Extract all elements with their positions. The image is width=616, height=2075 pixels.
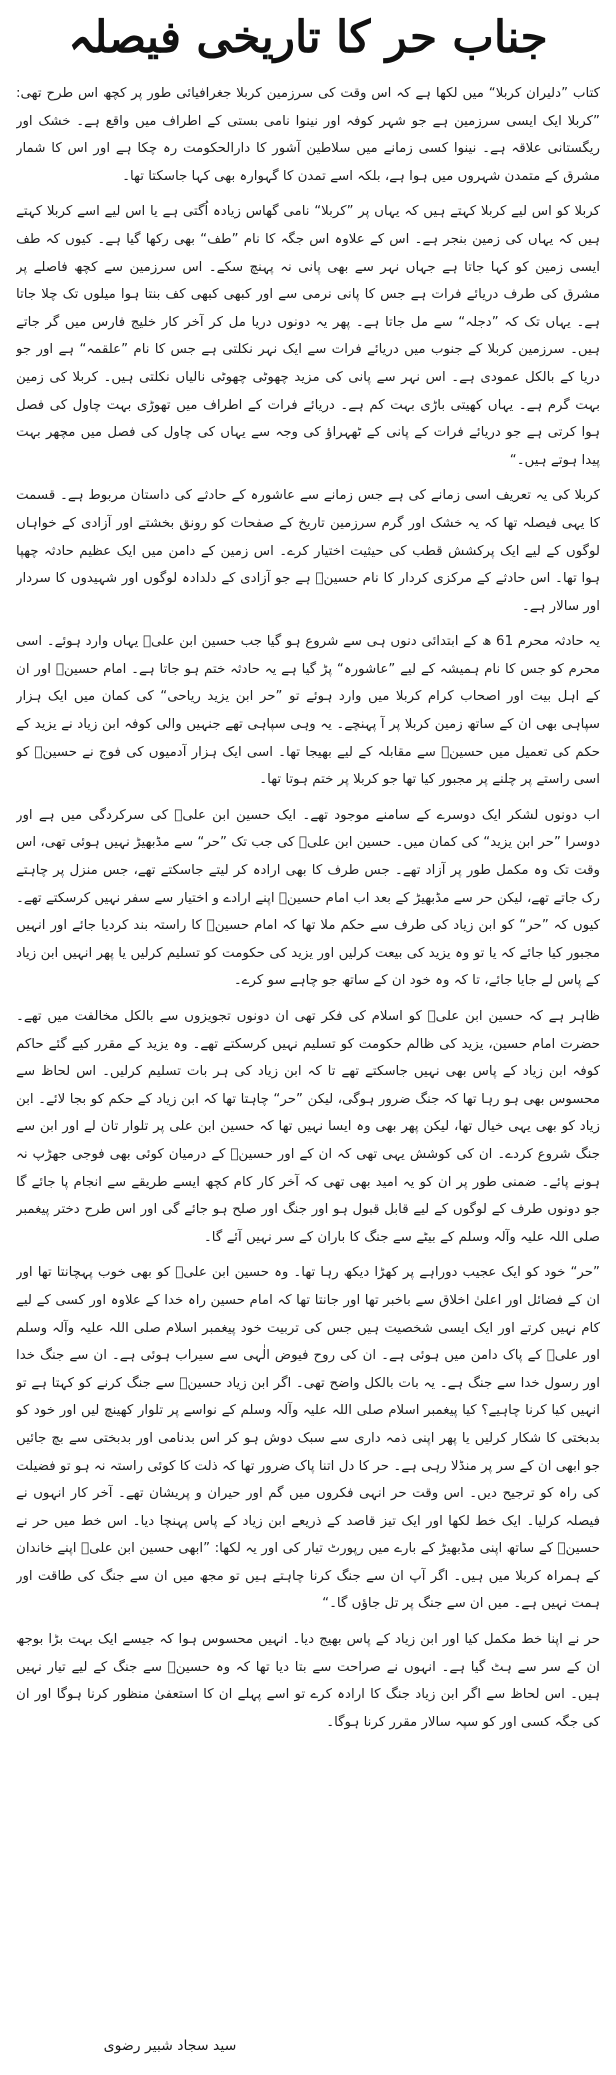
article-paragraph: کربلا کو اس لیے کربلا کہتے ہیں کہ یہاں پر ”کربلا“ نامی گھاس زیادہ اُگتی ہے یا اس لیے اسے کربلا کہتے ہیں کہ یہاں کی زمین بنجر ہے۔ اس کے علاوہ اس جگہ کا نام ”طف“ بھی رکھا گیا ہے۔ کیوں کہ طف ایسی زمین کو کہا جاتا ہے جہاں نہر سے بھی پانی نہ پہنچ سکے۔ اس سرزمین سے کچھ فاصلے پر مشرق کی طرف دریائے فرات ہے جس کا پانی نرمی سے اور کبھی کبھی کف بنتا ہوا میلوں تک چلا جاتا ہے۔ یہاں تک کہ ”دجلہ“ سے مل جاتا ہے۔ پھر یہ دونوں دریا مل کر آخر کار خلیج فارس میں گر جاتے ہیں۔ سرزمین کربلا کے جنوب میں دریائے فرات سے ایک نہر نکلتی ہے جس کا نام ”علقمہ“ ہے اور جو دریا کے بالکل عمودی ہے۔ اس نہر سے پانی کی مزید چھوٹی چھوٹی نالیاں نکلتی ہیں۔ کربلا کی زمین بہت گرم ہے۔ یہاں کھیتی باڑی بہت کم ہے۔ دریائے فرات کے اطراف میں تھوڑی بہت چاول کی فصل ہوا کرتی ہے جو دریائے فرات کے پانی کے ٹھہراؤ کی وجہ سے یہاں کی چاول کی فصل میں مچھر بہت پیدا ہوتے ہیں۔“	[16, 204, 600, 468]
article-paragraph: کربلا کی یہ تعریف اسی زمانے کی ہے جس زمانے سے عاشورہ کے حادثے کی داستان مربوط ہے۔ قسمت کا یہی فیصلہ تھا کہ یہ خشک اور گرم سرزمین تاریخ کے صفحات کو رونق بخشتے اور آزادی کے خواہاں لوگوں کے لیے ایک پرکشش قطب کی حیثیت اختیار کرے۔ اس زمین کے دامن میں ایک عظیم حادثہ چھپا ہوا تھا۔ اس حادثے کے مرکزی کردار کا نام حسینؑ ہے جو آزادی کے دلدادہ لوگوں اور شہیدوں کا سردار اور سالار ہے۔	[16, 488, 600, 614]
author-signature: سید سجاد شبیر رضوی	[103, 2038, 237, 2054]
article-title: جناب حر کا تاریخی فیصلہ	[68, 12, 548, 63]
article-paragraph: یہ حادثہ محرم 61 ھ کے ابتدائی دنوں ہی سے شروع ہو گیا جب حسین ابن علیؑ یہاں وارد ہوئے۔ اسی محرم کو جس کا نام ہمیشہ کے لیے ”عاشورہ“ پڑ گیا ہے یہ حادثہ ختم ہو جاتا ہے۔ امام حسینؑ اور ان کے اہل بیت اور اصحاب کرام کربلا میں وارد ہوئے تو ”حر ابن یزید ریاحی“ کی کمان میں ایک ہزار سپاہی بھی ان کے ساتھ زمین کربلا پر آ پہنچے۔ یہ وہی سپاہی تھے جنہیں والی کوفہ ابن زیاد نے یزید کے حکم کی تعمیل میں حسینؑ سے مقابلہ کے لیے بھیجا تھا۔ اسی ایک ہزار آدمیوں کی فوج نے حسینؑ کو اسی راستے پر چلنے پر مجبور کیا تھا جو کربلا پر ختم ہوتا تھا۔	[16, 634, 600, 788]
article-paragraph: ”حر“ خود کو ایک عجیب دوراہے پر کھڑا دیکھ رہا تھا۔ وہ حسین ابن علیؑ کو بھی خوب پہچانتا تھا اور ان کے فضائل اور اعلیٰ اخلاق سے باخبر تھا اور جانتا تھا کہ امام حسین راہ خدا کے علاوہ اور کسی کے لیے کام نہیں کرتے اور ایک ایسی شخصیت ہیں جس کی تربیت خود پیغمبر اسلام صلی اللہ علیہ وآلہ وسلم اور علیؑ کے پاک دامن میں ہوئی ہے۔ ان کی روح فیوض الٰہی سے سیراب ہوئی ہے۔ ان سے جنگ خدا اور رسول خدا سے جنگ ہے۔ یہ بات بالکل واضح تھی۔ اگر ابن زیاد حسینؑ سے جنگ کرنے کو کہتا ہے تو انہیں کیا کرنا چاہیے؟ کیا پیغمبر اسلام صلی اللہ علیہ وآلہ وسلم کے نواسے پر تلوار کھینچ لیں اور خود کو بدبختی کا شکار کرلیں یا پھر اپنی ذمہ داری سے سبک دوش ہو کر اس بدنامی اور بدبختی سے بچ جائیں جو ابھی ان کے سر پر منڈلا رہی ہے۔ حر کا دل اتنا پاک ضرور تھا کہ ذلت کا کوئی راستہ نہ ہو تو فضیلت کی راہ کو ترجیح دیں۔ اس وقت حر انہی فکروں میں گم اور حیران و پریشان تھے۔ آخر کار انہوں نے فیصلہ کرلیا۔ ایک خط لکھا اور ایک تیز قاصد کے ذریعے ابن زیاد کے پاس پہنچا دیا۔ اس خط میں حر نے حسینؑ کے ساتھ اپنی مڈبھیڑ کے بارے میں رپورٹ تیار کی اور یہ لکھا: ”ابھی حسین ابن علیؑ اپنے خاندان کے ہمراہ کربلا میں ہیں۔ اگر آپ ان سے جنگ کرنا چاہتے ہیں تو مجھ میں ان سے جنگ کی طاقت اور ہمت نہیں ہے۔ میں ان سے جنگ پر تل جاؤں گا۔“	[16, 1265, 600, 1612]
article-paragraph: حر نے اپنا خط مکمل کیا اور ابن زیاد کے پاس بھیج دیا۔ انہیں محسوس ہوا کہ جیسے ایک بہت بڑا بوجھ ان کے سر سے ہٹ گیا ہے۔ انہوں نے صراحت سے بتا دیا تھا کہ وہ حسینؑ سے جنگ کے لیے تیار نہیں ہیں۔ اس لحاظ سے اگر ابن زیاد جنگ کا ارادہ کرے تو اسے پہلے ان کا استعفیٰ منظور کرنا ہوگا اور ان کی جگہ کسی اور کو سپہ سالار مقرر کرنا ہوگا۔	[16, 1632, 600, 1730]
article-body	[16, 80, 600, 1980]
article-paragraph: اب دونوں لشکر ایک دوسرے کے سامنے موجود تھے۔ ایک حسین ابن علیؑ کی سرکردگی میں ہے اور دوسرا ”حر ابن یزید“ کی کمان میں۔ حسین ابن علیؑ کی جب تک ”حر“ سے مڈبھیڑ نہیں ہوئی تھی، اس وقت تک وہ مکمل طور پر آزاد تھے۔ جس طرف کا بھی ارادہ کر لیتے جاسکتے تھے، جس منزل پر چاہتے رک جاتے تھے، لیکن حر سے مڈبھیڑ کے بعد اب امام حسینؑ اپنے ارادے و اختیار سے سفر نہیں کرسکتے تھے۔ کیوں کہ ”حر“ کو ابن زیاد کی طرف سے حکم ملا تھا کہ امام حسینؑ کا راستہ بند کردیا جائے اور انہیں مجبور کیا جائے کہ یا تو وہ یزید کی بیعت کرلیں اور یزید کی حکومت کو تسلیم کرلیں یا پھر انہیں ابن زیاد کے پاس لے جایا جائے، تا کہ وہ خود ان کے ساتھ جو چاہے سو کرے۔	[16, 807, 600, 989]
article-paragraph: کتاب ”دلیران کربلا“ میں لکھا ہے کہ اس وقت کی سرزمین کربلا جغرافیائی طور پر کچھ اس طرح تھی: ”کربلا ایک ایسی سرزمین ہے جو شہر کوفہ اور نینوا نامی بستی کے اطراف میں واقع ہے۔ خشک اور ریگستانی علاقہ ہے۔ نینوا کسی زمانے میں سلاطین آشور کا دارالحکومت رہ چکا ہے اور اس کا شمار مشرق کے متمدن شہروں میں ہوا ہے، بلکہ اسے تمدن کا گہوارہ بھی کہا جاسکتا تھا۔	[16, 86, 600, 184]
article-paragraph: ظاہر ہے کہ حسین ابن علیؑ کو اسلام کی فکر تھی ان دونوں تجویزوں سے بالکل مخالفت میں تھے۔ حضرت امام حسین، یزید کی ظالم حکومت کو تسلیم نہیں کرسکتے تھے۔ وہ یزید کے مقرر کیے گئے حاکم کوفہ ابن زیاد کے پاس بھی نہیں جاسکتے تھے تا کہ ابن زیاد کی ہر بات تسلیم کرلیں۔ اس لحاظ سے محسوس بھی ہو رہا تھا کہ جنگ ضرور ہوگی، لیکن ”حر“ چاہتا تھا کہ ابن زیاد کے حکم کو بجا لائے۔ ابن زیاد کو بھی یہی خیال تھا، لیکن پھر بھی وہ ایسا نہیں تھا کہ حسین ابن علی پر تلوار تان لے اور ابن سے جنگ شروع کردے۔ ان کی کوشش یہی تھی کہ ان کے اور حسینؑ کے درمیان کوئی بھی فوجی جھڑپ نہ ہونے پائے۔ ضمنی طور پر ان کو یہ امید بھی تھی کہ آخر کار کام کچھ ایسے طریقے سے انجام پا جائے گا جو دونوں طرف کے لوگوں کے لیے قابل قبول ہو اور جنگ اور صلح ہو جائے گی اور اس طرح دختر پیغمبر صلی اللہ علیہ وآلہ وسلم کے بیٹے سے جنگ کا باران کے سر نہیں آئے گا۔	[16, 1009, 600, 1245]
